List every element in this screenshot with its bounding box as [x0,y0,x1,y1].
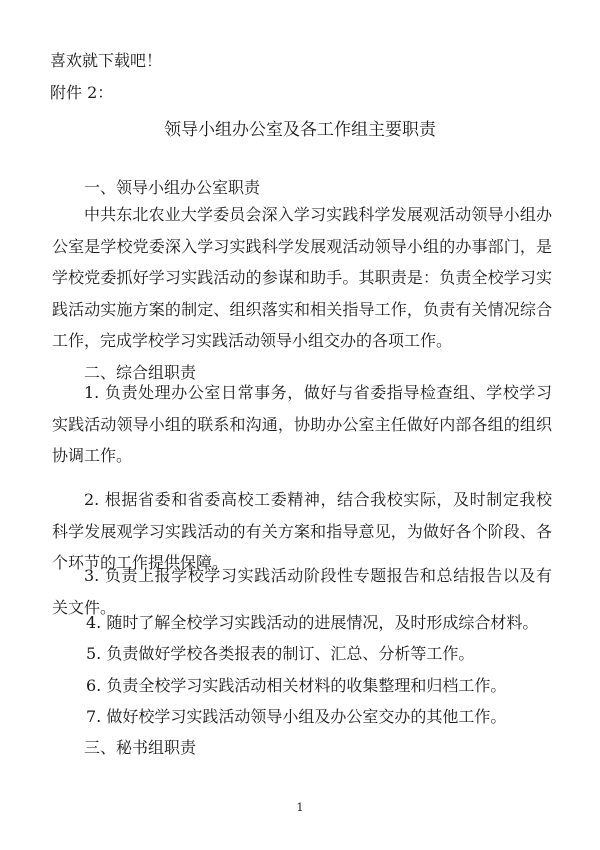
list-item: 2. 根据省委和省委高校工委精神，结合我校实际，及时制定我校科学发展观学习实践活动的有关方案和指导意见，为做好各个阶段、各个环节的工作提供保障。 [52,490,552,573]
page-number: 1 [296,801,304,814]
attachment-label: 附件 2： [50,83,114,102]
list-item: 1. 负责处理办公室日常事务，做好与省委指导检查组、学校学习实践活动领导小组的联系和沟通，协助办公室主任做好内部各组的组织协调工作。 [52,383,552,466]
list-item: 6. 负责全校学习实践活动相关材料的收集整理和归档工作。 [86,676,507,695]
section-paragraph-office: 中共东北农业大学委员会深入学习实践科学发展观活动领导小组办公室是学校党委深入学习实践科学发展观活动领导小组的办事部门，是学校党委抓好学习实践活动的参谋和助手。其职责是：负责全校学习实践活动实施方案的制定、组织落实和相关指导工作，负责有关情况综合工作，完成学校学习实践活动领导小组交办的各项工作。 [52,205,552,351]
download-note: 喜欢就下载吧！ [50,51,163,70]
section-heading-general: 二、综合组职责 [84,363,197,382]
section-heading-office: 一、领导小组办公室职责 [84,178,261,197]
list-item: 7. 做好校学习实践活动领导小组及办公室交办的其他工作。 [86,707,507,726]
page-title: 领导小组办公室及各工作组主要职责 [164,120,436,140]
section-heading-secretary: 三、秘书组职责 [84,738,197,757]
list-item: 3. 负责上报学校学习实践活动阶段性专题报告和总结报告以及有关文件。 [52,566,552,617]
list-item: 4. 随时了解全校学习实践活动的进展情况，及时形成综合材料。 [86,613,539,632]
list-item: 5. 负责做好学校各类报表的制订、汇总、分析等工作。 [86,644,475,663]
